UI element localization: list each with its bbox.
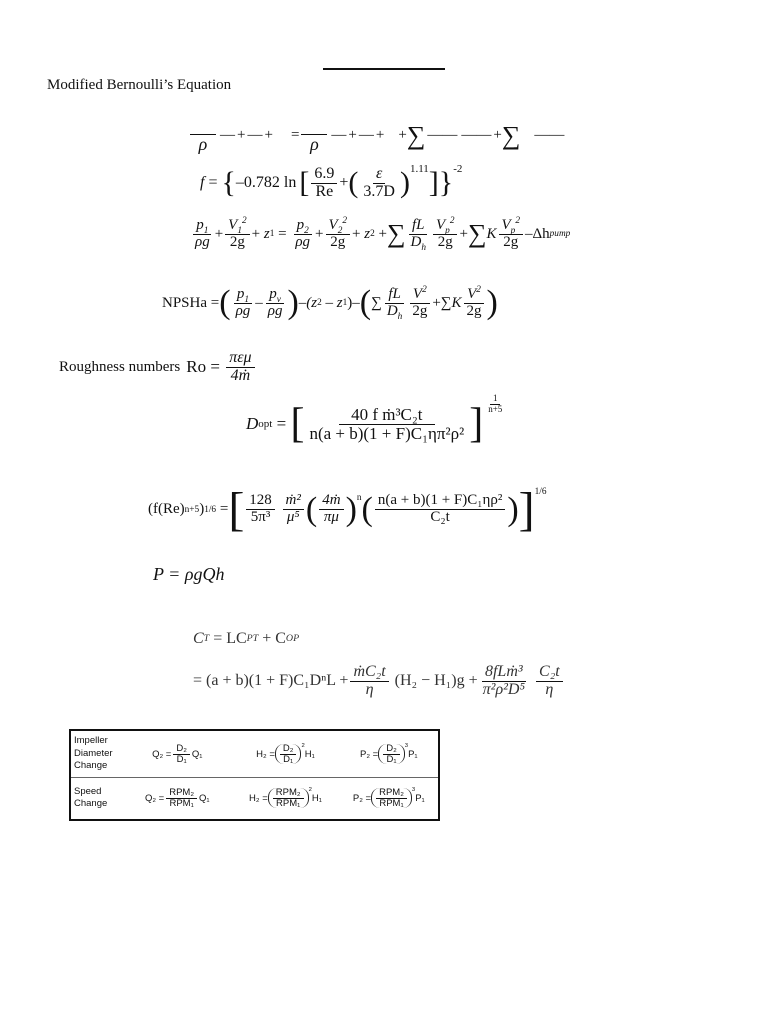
- d-opt-equation: D opt = [ $\frac{\text{40 f ṁ³C₂t}}{\text{n(a + b)(1 + F)C₁ηπ²ρ²}}$ ] $\frac{1}{n+5}$: [246, 393, 503, 447]
- affinity-row-impeller: [71, 731, 438, 778]
- p-formula: P₂ = $\frac{\text{RPM₂}}{\text{RPM₁}}$ $^3$ P₁: [352, 786, 425, 809]
- npsha-equation: NPSHa = ( $\frac{p_1}{\rho g}$ – $\frac{p_v}{\rho g}$ ) – ( z 2 – z 1 )– ( ∑ $\frac{fL}{D_h}$ $\frac{V^2}{2g}$ +∑ K $\frac{V^2}{2g}$ ): [162, 284, 498, 322]
- roughness-number: Roughness numbers Ro = $\frac{\text{πεμ}}{\text{4ṁ}}$: [59, 350, 257, 385]
- row-label: Impeller Diameter Change: [74, 735, 113, 772]
- q-formula: Q₂ = $\frac{\text{RPM₂}}{\text{RPM₁}}$ Q₁: [144, 786, 210, 809]
- h-formula: H₂ = $\frac{\text{RPM₂}}{\text{RPM₁}}$ $^2$ H₁: [249, 786, 322, 809]
- friction-factor-equation: f = { –0.782 ln [ $\frac{6.9}{Re}$ + ( $\frac{\varepsilon}{3.7D}$ ) $^{1.11}$ ] } $^{-2}$: [200, 163, 463, 200]
- bernoulli-fragment: ρ — + — + = ρ — + — + + ∑ —— —— + ∑ ——: [188, 118, 564, 154]
- p-formula: P₂ = $\frac{\text{D₂}}{\text{D₁}}$ $^3$ P₁: [360, 742, 418, 765]
- cost-line-1: C T = LC PT + C OP: [193, 630, 300, 647]
- frac-left: ρ: [190, 118, 216, 154]
- h-formula: H₂ = $\frac{\text{D₂}}{\text{D₁}}$ $^2$ H₁: [256, 742, 315, 765]
- affinity-row-speed: [71, 777, 438, 819]
- cost-line-2: = (a + b)(1 + F)C₁DⁿL + $\frac{\text{ṁC₂t}}{\eta}$ (H₂ − H₁)g + $\frac{\text{8fLṁ³}}{\text{π²ρ²D⁵}}$ $\frac{\text{C₂t}}{\eta}$: [193, 664, 565, 699]
- power-equation: P = ρgQh: [153, 564, 225, 584]
- frac-6.9-re: $\frac{6.9}{Re}$: [311, 166, 337, 201]
- affinity-laws-table: [69, 729, 440, 821]
- top-rule: [323, 68, 445, 70]
- f-re-equation: (f(Re) n+5 ) 1/6 = [ $\frac{128}{\text{5π³}}$ $\frac{\text{ṁ²}}{\text{μ⁵}}$ ( $\frac{\text{4ṁ}}{\pi\mu}$ ) $^n$ ( $\frac{\text{n(a + b)(1 + F)C₁ηρ²}}{\text{C₂t}}$ ) ] $^{1/6}$: [148, 483, 547, 536]
- bernoulli-equation: $\frac{p_1}{\rho g}$ + $\frac{V_1^2}{2g}$ + z 1 = $\frac{p_2}{\rho g}$ + $\frac{V_2^2}{2g}$ + z 2 + ∑ $\frac{fL}{D_h}$ $\frac{V_p^2}{2g}$ + ∑ K $\frac{V_p^2}{2g}$ –Δh pump: [195, 216, 571, 253]
- frac-right: ρ: [301, 118, 327, 154]
- row-label: Speed Change: [74, 785, 108, 809]
- page-heading: Modified Bernoulli’s Equation: [47, 77, 232, 93]
- frac-eps-3.7d: $\frac{\varepsilon}{3.7D}$: [363, 165, 395, 200]
- q-formula: Q₂ = $\frac{\text{D₂}}{\text{D₁}}$ Q₁: [152, 742, 203, 765]
- sigma-symbol: ∑: [406, 120, 426, 150]
